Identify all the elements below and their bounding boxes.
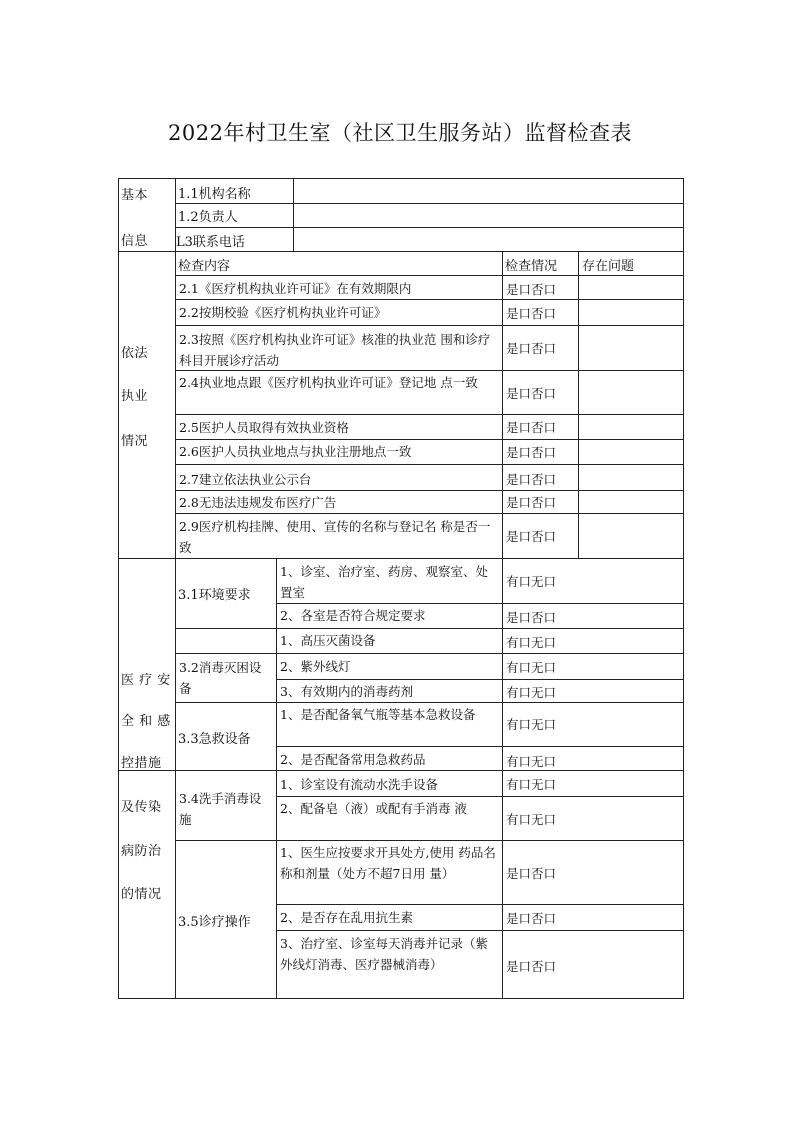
- safety-item: 1、是否配备氧气瓶等基本急救设备: [280, 707, 476, 722]
- legal-status[interactable]: 是口否口: [506, 472, 557, 487]
- safety-item: 3、有效期内的消毒药剂: [280, 684, 413, 699]
- page-title: 2022年村卫生室（社区卫生服务站）监督检查表: [168, 121, 632, 145]
- safety-status[interactable]: 是口否口: [506, 866, 557, 881]
- responsible-person-label: 1.2负责人: [178, 210, 238, 225]
- legal-item: 2.6医护人员执业地点与执业注册地点一致: [179, 444, 412, 459]
- safety-item: 2、各室是否符合规定要求: [280, 608, 426, 623]
- legal-item: 2.2按期校验《医疗机构执业许可证》: [179, 305, 387, 320]
- grid-line: [276, 746, 684, 747]
- safety-status[interactable]: 有口无口: [506, 717, 557, 732]
- legal-issue-cell[interactable]: [579, 276, 683, 299]
- table-border-left: [118, 178, 119, 999]
- safety-item: 2、是否存在乱用抗生素: [280, 910, 413, 925]
- safety-item: 1、诊室、治疗室、药房、观察室、处置室: [280, 564, 488, 600]
- legal-issue-cell[interactable]: [579, 300, 683, 325]
- legal-status[interactable]: 是口否口: [506, 282, 557, 297]
- legal-status[interactable]: 是口否口: [506, 529, 557, 544]
- legal-item: 2.7建立依法执业公示台: [179, 472, 312, 487]
- safety-status[interactable]: 是口否口: [506, 610, 557, 625]
- legal-item: 2.5医护人员取得有效执业资格: [179, 420, 349, 435]
- safety-item: 3、治疗室、诊室每天消毒并记录（紫外线灯消毒、医疗器械消毒）: [280, 936, 488, 972]
- safety-item: 2、配备皂（液）或配有手消毒 液: [280, 801, 467, 816]
- legal-status[interactable]: 是口否口: [506, 386, 557, 401]
- safety-status[interactable]: 有口无口: [506, 812, 557, 827]
- section-label-safety: 全 和 感: [121, 714, 171, 729]
- institution-name-value[interactable]: [294, 179, 683, 203]
- legal-item: 2.8无违法违规发布医疗广告: [179, 495, 337, 510]
- contact-phone-label: L3联系电话: [176, 235, 245, 250]
- safety-item: 2、紫外线灯: [280, 659, 351, 674]
- legal-issue-cell[interactable]: [579, 491, 683, 513]
- section-label-legal: 情况: [121, 434, 149, 449]
- safety-status[interactable]: 是口否口: [506, 911, 557, 926]
- legal-status[interactable]: 是口否口: [506, 495, 557, 510]
- safety-item: 1、高压灭菌设备: [280, 633, 376, 648]
- group-label-first-aid: 3.3急救设备: [178, 732, 251, 747]
- grid-line: [118, 251, 684, 252]
- legal-issue-cell[interactable]: [579, 514, 683, 558]
- legal-issue-cell[interactable]: [579, 465, 683, 490]
- contact-phone-value[interactable]: [294, 228, 683, 251]
- legal-status[interactable]: 是口否口: [506, 445, 557, 460]
- section-label-safety: 及传染: [121, 800, 162, 815]
- legal-status[interactable]: 是口否口: [506, 420, 557, 435]
- legal-issue-cell[interactable]: [579, 371, 683, 414]
- header-issues: 存在问题: [582, 259, 635, 274]
- header-status: 检查情况: [505, 259, 558, 274]
- responsible-person-value[interactable]: [294, 204, 683, 227]
- section-label-safety: 控措施: [121, 756, 162, 771]
- section-label-basic: 信息: [121, 234, 149, 249]
- legal-item: 2.1《医疗机构执业许可证》在有效期限内: [179, 281, 412, 296]
- section-label-safety: 医 疗 安: [121, 673, 171, 688]
- legal-item: 2.4执业地点跟《医疗机构执业许可证》登记地 点一致: [179, 375, 478, 390]
- safety-status[interactable]: 有口无口: [506, 754, 557, 769]
- legal-item: 2.3按照《医疗机构执业许可证》核准的执业范 围和诊疗科目开展诊疗活动: [179, 332, 491, 368]
- legal-issue-cell[interactable]: [579, 326, 683, 370]
- legal-status[interactable]: 是口否口: [506, 306, 557, 321]
- safety-status[interactable]: 有口无口: [506, 685, 557, 700]
- group-label-handwashing: 3.4洗手消毒设施: [179, 791, 262, 827]
- safety-item: 1、医生应按要求开具处方,使用 药品名称和剂量（处方不超7日用 量）: [280, 845, 496, 881]
- table-border-bottom: [118, 998, 684, 999]
- section-label-legal: 依法: [121, 346, 149, 361]
- safety-status[interactable]: 是口否口: [506, 959, 557, 974]
- group-label-treatment: 3.5诊疗操作: [178, 915, 251, 930]
- group-label-environment: 3.1环境要求: [178, 588, 251, 603]
- safety-status[interactable]: 有口无口: [506, 777, 557, 792]
- safety-status[interactable]: 有口无口: [506, 574, 557, 589]
- safety-status[interactable]: 有口无口: [506, 635, 557, 650]
- table-border-right: [683, 178, 684, 999]
- safety-item: 1、诊室设有流动水洗手设备: [280, 777, 438, 792]
- header-content: 检查内容: [178, 259, 231, 274]
- institution-name-label: 1.1机构名称: [178, 187, 251, 202]
- safety-item: 2、是否配备常用急救药品: [280, 752, 426, 767]
- grid-line: [276, 904, 684, 905]
- section-label-safety: 病防治: [121, 844, 162, 859]
- grid-line: [276, 930, 684, 931]
- section-label-safety: 的情况: [121, 887, 162, 902]
- safety-status[interactable]: 有口无口: [506, 660, 557, 675]
- section-label-basic: 基本: [121, 188, 149, 203]
- group-label-disinfection: 3.2消毒灭困设备: [179, 660, 262, 696]
- legal-issue-cell[interactable]: [579, 440, 683, 464]
- section-label-legal: 执业: [121, 389, 149, 404]
- legal-status[interactable]: 是口否口: [506, 341, 557, 356]
- legal-item: 2.9医疗机构挂牌、使用、宣传的名称与登记名 称是否一致: [179, 519, 491, 555]
- legal-issue-cell[interactable]: [579, 415, 683, 439]
